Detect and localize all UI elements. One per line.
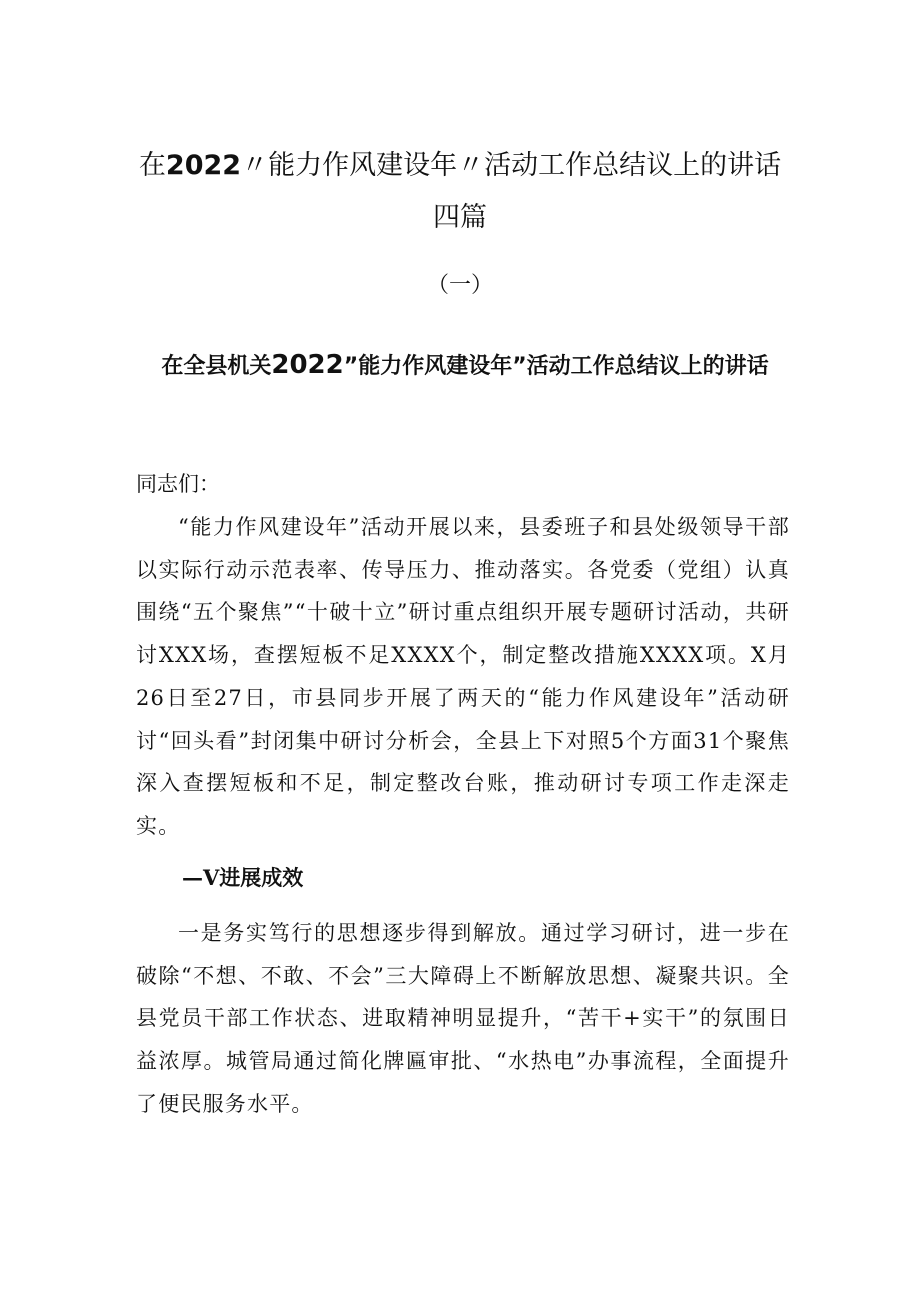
subtitle-prefix: 在全县机关: [161, 354, 272, 379]
subtitle-year: 2022: [271, 350, 344, 380]
subtitle-rest: ”能力作风建设年”活动工作总结议上的讲话: [343, 354, 769, 379]
document-title: [130, 140, 790, 244]
part-number: （一）: [426, 273, 493, 298]
section-heading: —V进展成效: [182, 865, 304, 890]
title-year: 2022: [165, 150, 242, 181]
salutation: 同志们：: [136, 472, 220, 496]
title-prefix: 在: [138, 150, 166, 181]
title-rest: 〃能力作风建设年〃活动工作总结议上的讲话四篇: [241, 150, 782, 233]
body-paragraph: 一是务实笃行的思想逐步得到解放。通过学习研讨，进一步在破除“不想、不敢、不会”三大障碍上不断解放思想、凝聚共识。全县党员干部工作状态、进取精神明显提升，“苦干+实干”的氛围日益浓厚。城管局通过简化牌匾审批、“水热电”办事流程，全面提升了便民服务水平。: [136, 921, 790, 1116]
speech-title: [140, 340, 790, 392]
body-paragraph: “能力作风建设年”活动开展以来，县委班子和县处级领导干部以实际行动示范表率、传导压力、推动落实。各党委（党组）认真围绕“五个聚焦”“十破十立”研讨重点组织开展专题研讨活动，共研讨XXX场，查摆短板不足XXXX个，制定整改措施XXXX项。X月26日至27日，市县同步开展了两天的“能力作风建设年”活动研讨“回头看”封闭集中研讨分析会，全县上下对照5个方面31个聚焦深入查摆短板和不足，制定整改台账，推动研讨专项工作走深走实。: [136, 515, 790, 838]
